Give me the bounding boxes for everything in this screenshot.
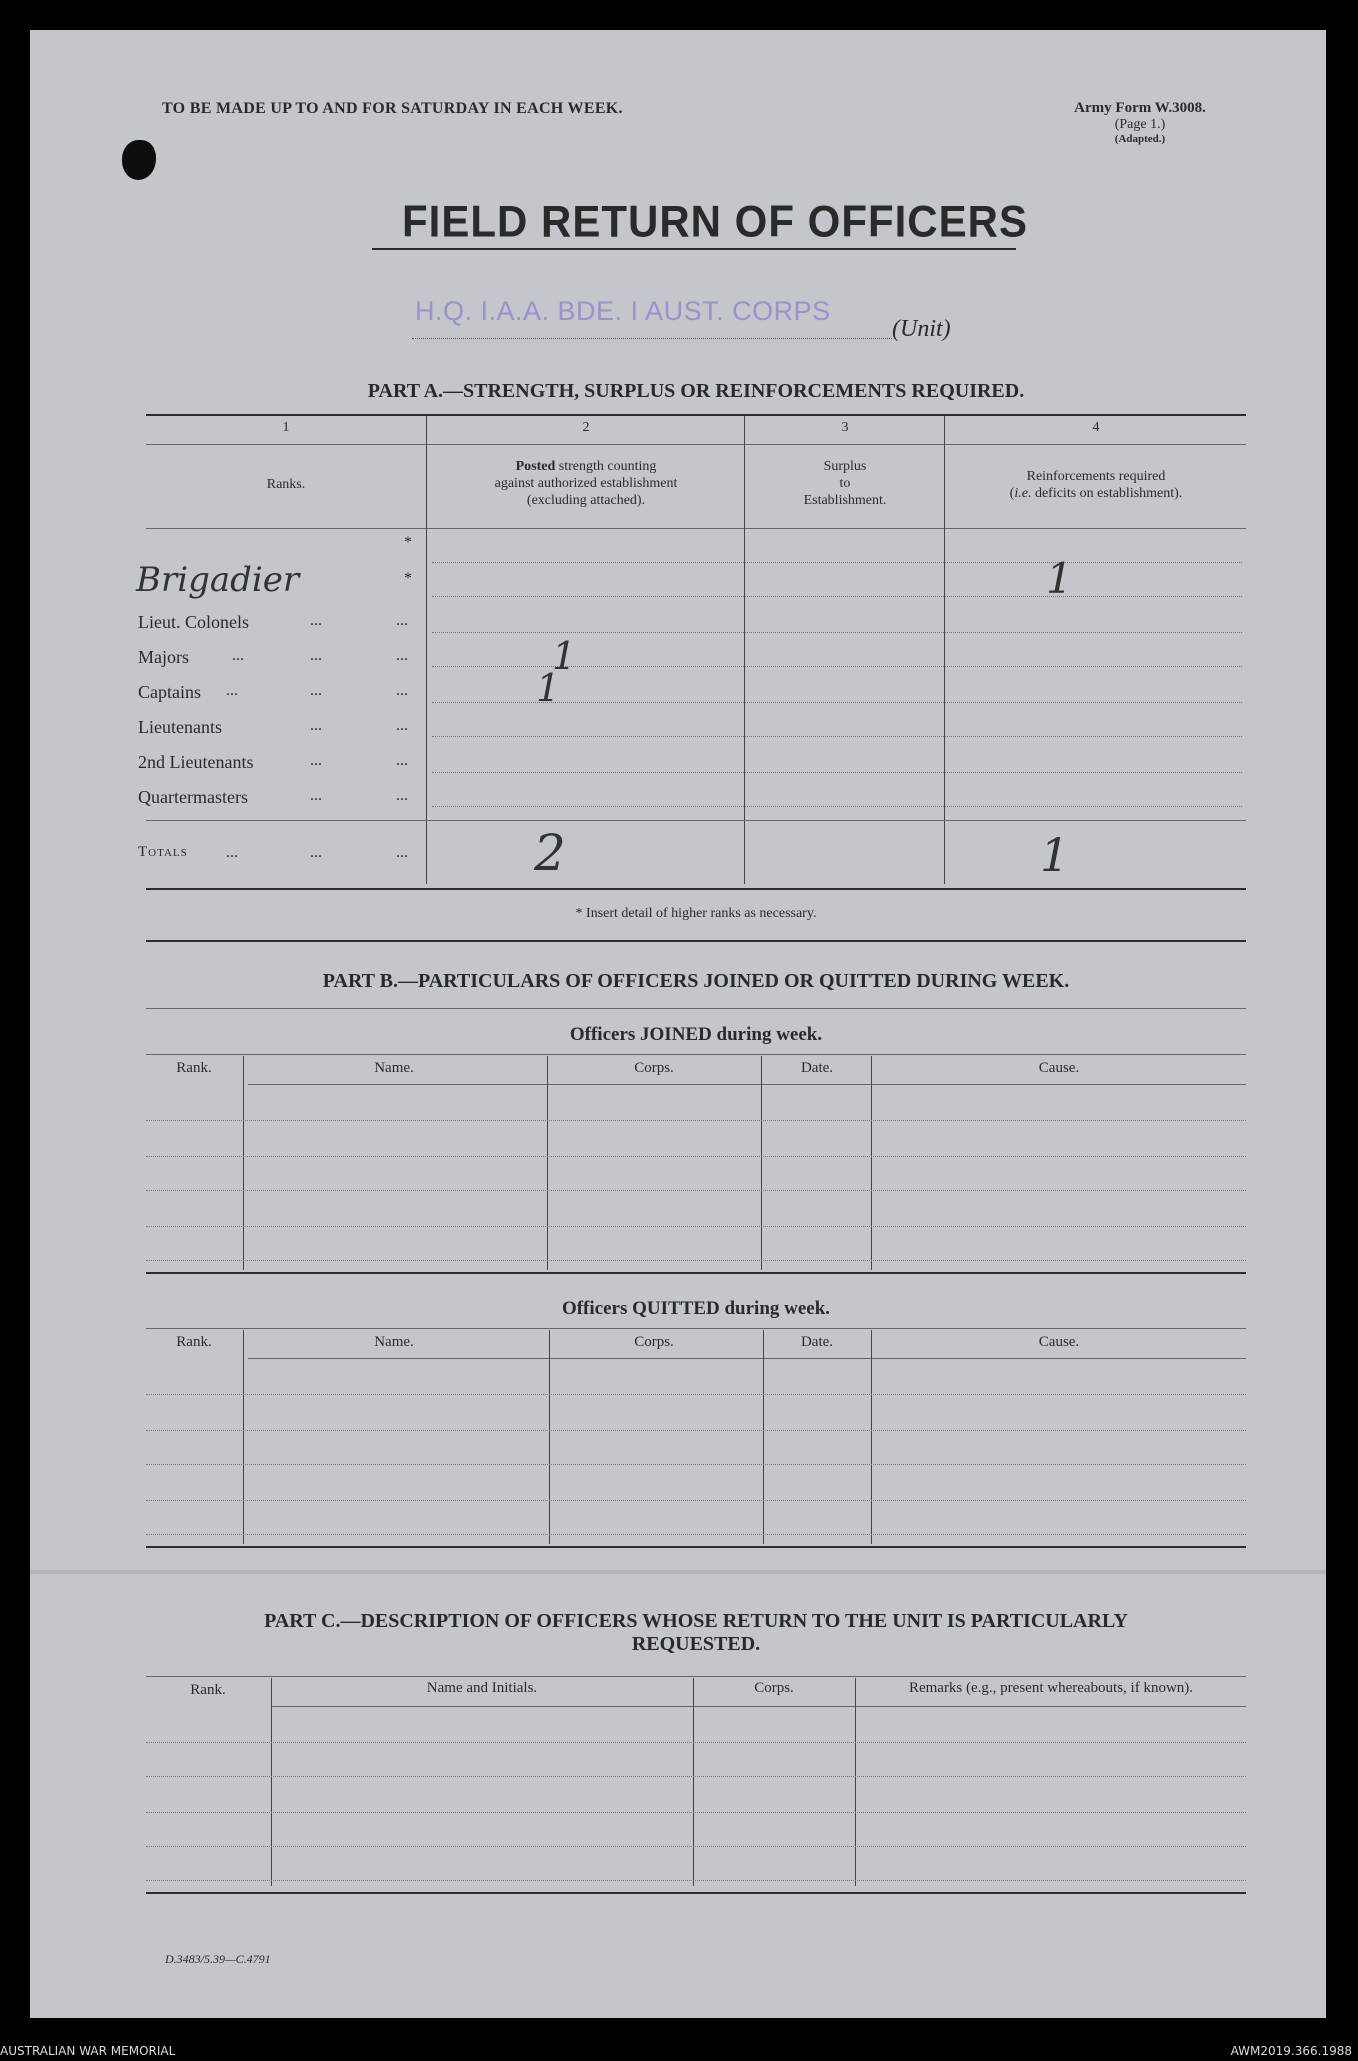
star-marker: * <box>404 570 412 587</box>
part-a-top-rule <box>146 414 1246 416</box>
part-c-col-name: Name and Initials. <box>426 1680 538 1696</box>
quitted-vline <box>549 1330 550 1544</box>
part-c-vline <box>271 1678 272 1886</box>
col-ranks-header: Ranks. <box>266 477 306 492</box>
part-a-bottom-rule <box>146 888 1246 890</box>
quitted-col-date: Date. <box>800 1334 834 1350</box>
rank-lieutenants: Lieutenants <box>138 717 222 737</box>
col-reinforcements-header: Reinforcements required (i.e. deficits on establishment). <box>1009 469 1183 501</box>
rank-majors: Majors <box>138 647 189 667</box>
quitted-bottom-rule <box>146 1546 1246 1548</box>
part-c-row <box>146 1812 1246 1813</box>
part-a-vline-2 <box>744 416 745 884</box>
leader-dots: ... <box>310 752 322 769</box>
leader-dots: ... <box>226 682 238 699</box>
leader-dots: ... <box>310 682 322 699</box>
joined-row <box>146 1190 1246 1191</box>
part-c-row <box>146 1776 1246 1777</box>
part-c-top-rule <box>146 1676 1246 1677</box>
joined-title: Officers JOINED during week. <box>569 1024 823 1045</box>
joined-vline <box>547 1056 548 1270</box>
unit-stamp: H.Q. I.A.A. BDE. I AUST. CORPS <box>415 296 831 326</box>
leader-dots: ... <box>310 647 322 664</box>
part-c-row <box>146 1846 1246 1847</box>
quitted-col-corps: Corps. <box>634 1334 674 1350</box>
part-c-header-rule <box>272 1706 1246 1707</box>
joined-vline <box>871 1056 872 1270</box>
row-line <box>432 596 1242 597</box>
form-print-code: D.3483/5.39—C.4791 <box>165 1952 271 1966</box>
quitted-row <box>146 1430 1246 1431</box>
leader-dots: ... <box>396 752 408 769</box>
quitted-row <box>146 1500 1246 1501</box>
row-line <box>432 772 1242 773</box>
star-marker: * <box>404 534 412 551</box>
page-title: FIELD RETURN OF OFFICERS <box>402 196 1028 247</box>
quitted-top-rule <box>146 1328 1246 1329</box>
leader-dots: ... <box>310 844 322 861</box>
rank-quartermasters: Quartermasters <box>138 787 248 807</box>
part-c-row <box>146 1880 1246 1881</box>
col-number-2: 2 <box>582 420 590 435</box>
handwritten-captains-posted: 1 <box>536 666 561 710</box>
quitted-vline <box>763 1330 764 1544</box>
handwritten-total-reinforcements: 1 <box>1040 828 1070 882</box>
part-a-number-rule <box>146 444 1246 445</box>
leader-dots: ... <box>310 787 322 804</box>
row-line <box>432 632 1242 633</box>
joined-col-date: Date. <box>800 1060 834 1076</box>
part-c-col-rank: Rank. <box>190 1682 226 1698</box>
part-c-col-remarks: Remarks (e.g., present whereabouts, if known). <box>908 1680 1194 1696</box>
joined-row <box>146 1156 1246 1157</box>
row-line <box>432 562 1242 563</box>
leader-dots: ... <box>232 647 244 664</box>
part-a-header-rule <box>146 528 1246 529</box>
header-instruction: TO BE MADE UP TO AND FOR SATURDAY IN EACH WEEK. <box>162 100 623 117</box>
archive-caption: AUSTRALIAN WAR MEMORIAL <box>0 2044 176 2058</box>
col-surplus-header: Surplus to Establishment. <box>803 459 887 508</box>
leader-dots: ... <box>310 717 322 734</box>
joined-col-name: Name. <box>374 1060 414 1076</box>
leader-dots: ... <box>396 612 408 629</box>
quitted-header-rule <box>248 1358 1246 1359</box>
part-b-top-rule <box>146 940 1246 942</box>
part-c-row <box>146 1742 1246 1743</box>
part-c-col-corps: Corps. <box>754 1680 794 1696</box>
quitted-col-cause: Cause. <box>1038 1334 1080 1350</box>
row-line <box>432 806 1242 807</box>
totals-rule <box>146 820 1246 821</box>
part-c-bottom-rule <box>146 1892 1246 1894</box>
quitted-row <box>146 1464 1246 1465</box>
quitted-vline <box>871 1330 872 1544</box>
part-a-heading: PART A.—STRENGTH, SURPLUS OR REINFORCEMENTS REQUIRED. <box>367 380 1025 402</box>
quitted-col-rank: Rank. <box>176 1334 212 1350</box>
leader-dots: ... <box>396 682 408 699</box>
joined-header-rule <box>248 1084 1246 1085</box>
rank-lieut-colonels: Lieut. Colonels <box>138 612 249 632</box>
joined-top-rule <box>146 1054 1246 1055</box>
leader-dots: ... <box>396 647 408 664</box>
quitted-vline <box>243 1330 244 1544</box>
part-c-vline <box>693 1678 694 1886</box>
paper-fold <box>30 1570 1326 1574</box>
handwritten-total-posted: 2 <box>534 824 566 882</box>
leader-dots: ... <box>396 844 408 861</box>
joined-col-cause: Cause. <box>1038 1060 1080 1076</box>
form-number: Army Form W.3008. (Page 1.) (Adapted.) <box>1074 100 1206 145</box>
quitted-title: Officers QUITTED during week. <box>561 1298 831 1319</box>
leader-dots: ... <box>310 612 322 629</box>
leader-dots: ... <box>396 717 408 734</box>
handwritten-rank: Brigadier <box>136 560 300 600</box>
col-number-3: 3 <box>841 420 849 435</box>
leader-dots: ... <box>226 844 238 861</box>
joined-bottom-rule <box>146 1272 1246 1274</box>
part-c-heading: PART C.—DESCRIPTION OF OFFICERS WHOSE RETURN TO THE UNIT IS PARTICULARLY REQUESTED. <box>264 1610 1128 1655</box>
quitted-row <box>146 1394 1246 1395</box>
quitted-col-name: Name. <box>374 1334 414 1350</box>
part-a-vline-3 <box>944 416 945 884</box>
archive-reference: AWM2019.366.1988 <box>1230 2044 1352 2058</box>
part-a-footnote: * Insert detail of higher ranks as necessary. <box>575 906 817 921</box>
joined-vline <box>243 1056 244 1270</box>
part-b-heading: PART B.—PARTICULARS OF OFFICERS JOINED OR QUITTED DURING WEEK. <box>322 970 1070 992</box>
joined-row <box>146 1226 1246 1227</box>
rank-captains: Captains <box>138 682 201 702</box>
part-a-vline-1 <box>426 416 427 884</box>
unit-field <box>412 338 892 339</box>
row-line <box>432 736 1242 737</box>
joined-row <box>146 1120 1246 1121</box>
joined-col-rank: Rank. <box>176 1060 212 1076</box>
rank-2nd-lieutenants: 2nd Lieutenants <box>138 752 254 772</box>
joined-vline <box>761 1056 762 1270</box>
joined-row <box>146 1260 1246 1261</box>
part-b-rule <box>146 1008 1246 1009</box>
part-c-vline <box>855 1678 856 1886</box>
leader-dots: ... <box>396 787 408 804</box>
unit-label: (Unit) <box>892 316 951 342</box>
col-number-4: 4 <box>1092 420 1100 435</box>
col-number-1: 1 <box>282 420 290 435</box>
col-posted-header: Posted strength counting against authorized establishment (excluding attached). <box>494 459 678 508</box>
joined-col-corps: Corps. <box>634 1060 674 1076</box>
handwritten-brigadier-reinforcements: 1 <box>1046 554 1073 603</box>
title-underline <box>372 248 1016 250</box>
handwritten-majors-posted: 1 <box>552 634 577 678</box>
quitted-row <box>146 1534 1246 1535</box>
totals-label: Totals <box>138 844 188 860</box>
